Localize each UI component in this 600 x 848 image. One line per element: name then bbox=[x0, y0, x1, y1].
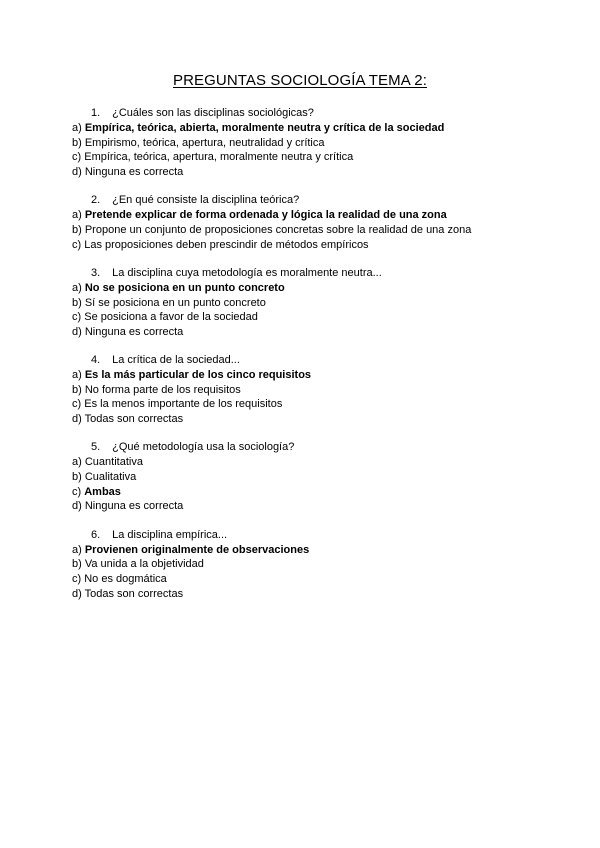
option-letter: b) bbox=[72, 383, 82, 396]
question-heading bbox=[72, 353, 572, 368]
option-letter: c) bbox=[72, 311, 82, 324]
question-heading bbox=[72, 528, 572, 543]
question-block bbox=[72, 106, 572, 180]
option-letter: a) bbox=[72, 369, 82, 382]
option-letter: a) bbox=[72, 209, 82, 222]
option-letter: a) bbox=[72, 543, 82, 556]
option-text: Ninguna es correcta bbox=[84, 325, 184, 338]
question-block bbox=[72, 440, 572, 514]
answer-option bbox=[72, 310, 572, 325]
option-text: Cuantitativa bbox=[84, 456, 143, 469]
answer-option bbox=[72, 412, 572, 427]
answer-option bbox=[72, 281, 572, 296]
option-text: Cualitativa bbox=[84, 471, 137, 483]
option-letter: a) bbox=[72, 281, 82, 294]
question-heading bbox=[72, 440, 572, 455]
question-block bbox=[72, 266, 572, 340]
document-title: PREGUNTAS SOCIOLOGÍA TEMA 2: bbox=[173, 72, 427, 89]
question-text: ¿En qué consiste la disciplina teórica? bbox=[112, 194, 300, 207]
option-letter: c) bbox=[72, 151, 82, 164]
option-text: No forma parte de los requisitos bbox=[84, 383, 241, 396]
question-text: La disciplina cuya metodología es moralmente neutra... bbox=[112, 266, 382, 279]
option-letter: d) bbox=[72, 325, 82, 338]
option-letter: a) bbox=[72, 456, 82, 469]
option-letter: b) bbox=[72, 136, 82, 149]
answer-option bbox=[72, 557, 572, 572]
option-text: Empírica, teórica, apertura, moralmente neutra y crítica bbox=[84, 151, 354, 164]
question-text: La crítica de la sociedad... bbox=[112, 354, 240, 367]
option-letter: b) bbox=[72, 471, 82, 483]
question-block bbox=[72, 193, 572, 252]
answer-option bbox=[72, 543, 572, 558]
question-text: ¿Qué metodología usa la sociología? bbox=[112, 441, 295, 454]
answer-option bbox=[72, 150, 572, 165]
correct-answer-text: Pretende explicar de forma ordenada y lógica la realidad de una zona bbox=[84, 209, 447, 222]
option-letter: d) bbox=[72, 500, 82, 513]
option-letter: b) bbox=[72, 558, 82, 571]
answer-option bbox=[72, 499, 572, 514]
option-text: Todas son correctas bbox=[84, 587, 184, 600]
answer-option bbox=[72, 136, 572, 151]
option-text: Se posiciona a favor de la sociedad bbox=[84, 311, 258, 324]
option-text: Propone un conjunto de proposiciones concretas sobre la realidad de una zona bbox=[84, 223, 472, 236]
answer-option bbox=[72, 121, 572, 136]
question-text: ¿Cuáles son las disciplinas sociológicas? bbox=[112, 107, 314, 119]
option-letter: c) bbox=[72, 398, 82, 411]
question-heading bbox=[72, 193, 572, 208]
option-letter: d) bbox=[72, 413, 82, 426]
option-letter: d) bbox=[72, 166, 82, 179]
correct-answer-text: Es la más particular de los cinco requisitos bbox=[84, 369, 312, 382]
question-block bbox=[72, 353, 572, 427]
answer-option bbox=[72, 470, 572, 485]
question-text: La disciplina empírica... bbox=[112, 528, 228, 541]
question-heading bbox=[72, 106, 572, 121]
answer-option bbox=[72, 208, 572, 223]
answer-option bbox=[72, 587, 572, 602]
correct-answer-text: Empírica, teórica, abierta, moralmente neutra y crítica de la sociedad bbox=[84, 122, 445, 134]
option-text: Las proposiciones deben prescindir de métodos empíricos bbox=[84, 238, 369, 251]
question-heading bbox=[72, 266, 572, 281]
answer-option bbox=[72, 368, 572, 383]
question-number: 4. bbox=[91, 354, 101, 367]
option-text: Ninguna es correcta bbox=[84, 166, 184, 179]
option-letter: b) bbox=[72, 223, 82, 236]
answer-option bbox=[72, 383, 572, 398]
question-number: 3. bbox=[91, 266, 101, 279]
option-letter: b) bbox=[72, 296, 82, 309]
answer-option bbox=[72, 238, 572, 253]
correct-answer-text: Ambas bbox=[84, 485, 121, 498]
answer-option bbox=[72, 296, 572, 311]
option-letter: a) bbox=[72, 122, 82, 134]
question-number: 1. bbox=[91, 107, 101, 119]
option-text: Sí se posiciona en un punto concreto bbox=[84, 296, 266, 309]
answer-option bbox=[72, 165, 572, 180]
question-list bbox=[72, 106, 572, 615]
answer-option bbox=[72, 325, 572, 340]
option-text: Va unida a la objetividad bbox=[84, 558, 204, 571]
option-letter: c) bbox=[72, 485, 82, 498]
correct-answer-text: No se posiciona en un punto concreto bbox=[84, 281, 285, 294]
question-block bbox=[72, 528, 572, 602]
question-number: 6. bbox=[91, 528, 101, 541]
question-number: 2. bbox=[91, 194, 101, 207]
option-text: Ninguna es correcta bbox=[84, 500, 184, 513]
correct-answer-text: Provienen originalmente de observaciones bbox=[84, 543, 310, 556]
option-letter: d) bbox=[72, 587, 82, 600]
answer-option bbox=[72, 455, 572, 470]
option-letter: c) bbox=[72, 572, 82, 585]
option-letter: c) bbox=[72, 238, 82, 251]
option-text: No es dogmática bbox=[84, 572, 167, 585]
question-number: 5. bbox=[91, 441, 101, 454]
option-text: Es la menos importante de los requisitos bbox=[84, 398, 283, 411]
answer-option bbox=[72, 485, 572, 500]
answer-option bbox=[72, 397, 572, 412]
option-text: Todas son correctas bbox=[84, 413, 184, 426]
answer-option bbox=[72, 572, 572, 587]
answer-option bbox=[72, 223, 572, 238]
option-text: Empirismo, teórica, apertura, neutralidad y crítica bbox=[84, 136, 325, 149]
